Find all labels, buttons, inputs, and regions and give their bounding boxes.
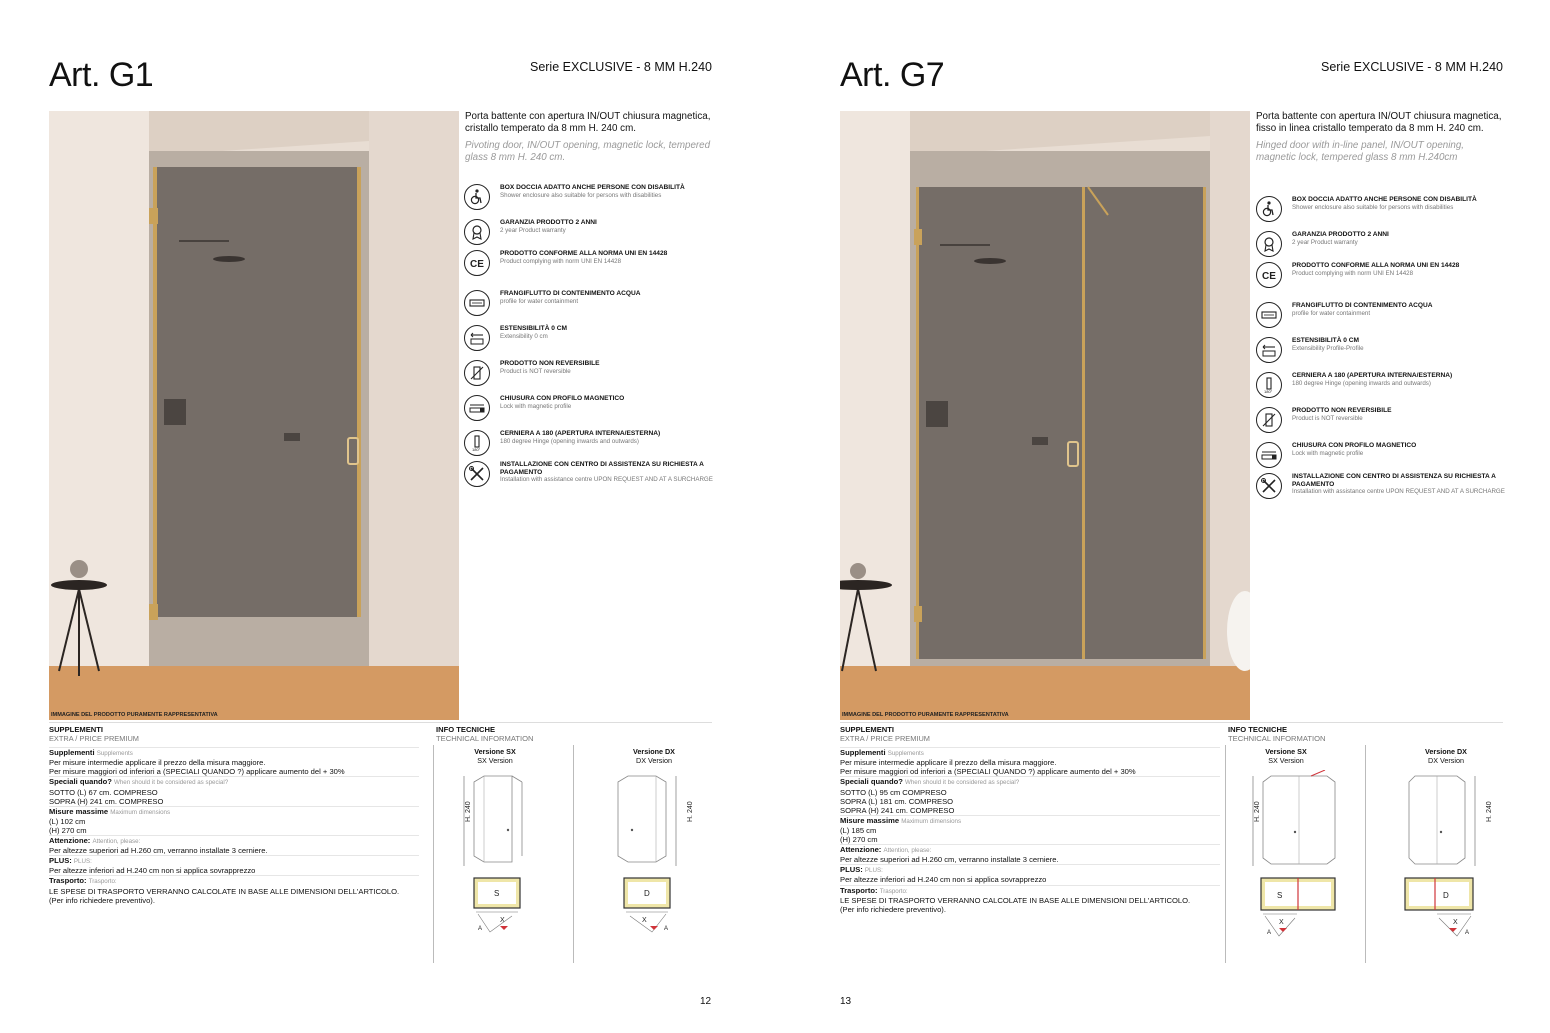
- technical-info-section: [1228, 725, 1503, 743]
- version-divider: [1365, 745, 1366, 963]
- series-label: Serie EXCLUSIVE - 8 MM H.240: [1320, 60, 1503, 74]
- plan-letter: S: [494, 889, 500, 898]
- feature-subtitle: Product is NOT reversible: [1292, 414, 1363, 422]
- group-line: (Per info richiedere preventivo).: [49, 895, 155, 905]
- feature-subtitle: Product is NOT reversible: [500, 367, 571, 375]
- group-line: SOTTO (L) 95 cm COMPRESO: [840, 787, 947, 797]
- product-photo: [840, 111, 1250, 720]
- svg-text:180°: 180°: [472, 447, 481, 452]
- group-label-en: When should it be considered as special?: [114, 779, 229, 787]
- hinge-180-icon: [464, 430, 490, 456]
- group-line: LE SPESE DI TRASPORTO VERRANNO CALCOLATE IN BASE ALLE DIMENSIONI DELL'ARTICOLO.: [840, 895, 1191, 905]
- feature-list: [464, 184, 714, 504]
- feature-title: PRODOTTO NON REVERSIBILE: [500, 360, 600, 367]
- page-number: 12: [700, 996, 712, 1007]
- feature-title: CHIUSURA CON PROFILO MAGNETICO: [1292, 442, 1417, 449]
- supplements-section: [840, 725, 1220, 914]
- info-heading: INFO TECNICHE: [1228, 725, 1288, 734]
- feature-item: [464, 461, 714, 501]
- feature-item: [1256, 473, 1506, 513]
- feature-title: PRODOTTO NON REVERSIBILE: [1292, 407, 1392, 414]
- feature-item: [464, 184, 714, 216]
- feature-title: INSTALLAZIONE CON CENTRO DI ASSISTENZA SU RICHIESTA A PAGAMENTO: [1292, 473, 1496, 488]
- group-line: Per misure maggiori od inferiori a (SPECIALI QUANDO ?) applicare aumento del + 30%: [840, 767, 1136, 777]
- group-label: Attenzione:: [49, 836, 91, 846]
- group-line: Per misure intermedie applicare il prezzo della misura maggiore.: [840, 758, 1057, 768]
- info-heading: INFO TECNICHE: [436, 725, 496, 734]
- tools-icon: [1256, 473, 1282, 499]
- group-line: Per misure maggiori od inferiori a (SPECIALI QUANDO ?) applicare aumento del + 30%: [49, 767, 345, 777]
- feature-title: PRODOTTO CONFORME ALLA NORMA UNI EN 14428: [500, 250, 668, 257]
- feature-subtitle: Shower enclosure also suitable for persons with disabilities: [500, 191, 662, 199]
- svg-text:CE: CE: [1262, 271, 1276, 282]
- section-divider: [840, 722, 1503, 723]
- extensibility-icon: [464, 325, 490, 351]
- not-reversible-icon: [1256, 407, 1282, 433]
- version-dx-label: [1401, 747, 1491, 765]
- svg-text:CE: CE: [470, 259, 484, 270]
- feature-item: [1256, 337, 1506, 369]
- article-title: Art. G7: [840, 56, 945, 94]
- description-english: Hinged door with in-line panel, IN/OUT opening, magnetic lock, tempered glass 8 mm H.240cm: [1256, 140, 1465, 163]
- feature-subtitle: Lock with magnetic profile: [500, 402, 572, 410]
- warranty-icon: [464, 219, 490, 245]
- water-profile-icon: [1256, 302, 1282, 328]
- svg-text:180°: 180°: [1264, 389, 1273, 394]
- group-label-en: Trasporto:: [879, 887, 908, 895]
- x-label: X: [500, 917, 505, 924]
- group-line: SOPRA (H) 241 cm. COMPRESO: [840, 805, 955, 815]
- description-italian: Porta battente con apertura IN/OUT chiusura magnetica, fisso in linea cristallo temperato da 8 mm H. 240 cm.: [1256, 111, 1502, 134]
- group-line: SOTTO (L) 67 cm. COMPRESO: [49, 787, 158, 797]
- description-english: Pivoting door, IN/OUT opening, magnetic lock, tempered glass 8 mm H. 240 cm.: [465, 140, 711, 163]
- feature-subtitle: Shower enclosure also suitable for persons with disabilities: [1292, 203, 1454, 211]
- version-en: SX Version: [1268, 756, 1304, 765]
- series-label: Serie EXCLUSIVE - 8 MM H.240: [529, 60, 712, 74]
- extensibility-icon: [1256, 337, 1282, 363]
- group-label-en: PLUS:: [864, 867, 883, 875]
- group-label-en: Trasporto:: [88, 878, 117, 886]
- version-en: DX Version: [1428, 756, 1464, 765]
- section-divider: [49, 722, 712, 723]
- product-photo: [49, 111, 459, 720]
- group-label-en: Supplements: [96, 750, 133, 758]
- feature-item: [1256, 196, 1506, 228]
- feature-subtitle: 2 year Product warranty: [500, 226, 566, 234]
- supplements-subheading: EXTRA / PRICE PREMIUM: [840, 734, 930, 744]
- group-label: Supplementi: [840, 748, 886, 758]
- group-label: Supplementi: [49, 748, 95, 758]
- group-label-en: When should it be considered as special?: [905, 779, 1020, 787]
- feature-title: FRANGIFLUTTO DI CONTENIMENTO ACQUA: [1292, 302, 1433, 309]
- feature-item: [464, 360, 714, 392]
- group-line: (L) 102 cm: [49, 816, 86, 826]
- dx-version-diagram: [610, 770, 710, 940]
- feature-title: CHIUSURA CON PROFILO MAGNETICO: [500, 395, 625, 402]
- version-name: Versione DX: [633, 747, 675, 756]
- supplement-group: [49, 806, 419, 835]
- sx-version-diagram: [1241, 770, 1351, 945]
- group-line: Per misure intermedie applicare il prezzo della misura maggiore.: [49, 758, 266, 768]
- group-line: Per altezze superiori ad H.260 cm, verranno installate 3 cerniere.: [49, 846, 268, 856]
- supplement-group: [840, 747, 1220, 776]
- technical-info-section: [436, 725, 712, 743]
- x-label: X: [1453, 919, 1458, 926]
- feature-item: [464, 395, 714, 427]
- ce-mark-icon: [464, 250, 490, 276]
- supplement-group: [49, 835, 419, 855]
- feature-item: [1256, 231, 1506, 263]
- feature-title: ESTENSIBILITÀ 0 CM: [500, 325, 568, 332]
- a-label: A: [1267, 930, 1272, 936]
- supplement-group: [840, 844, 1220, 864]
- group-label: PLUS:: [49, 856, 72, 866]
- group-line: SOPRA (H) 241 cm. COMPRESO: [49, 796, 164, 806]
- group-label: Misure massime: [49, 806, 109, 816]
- feature-title: BOX DOCCIA ADATTO ANCHE PERSONE CON DISABILITÀ: [500, 184, 685, 191]
- info-subheading: TECHNICAL INFORMATION: [1228, 734, 1326, 744]
- version-name: Versione DX: [1425, 747, 1467, 756]
- group-label: Misure massime: [840, 815, 900, 825]
- feature-subtitle: profile for water containment: [1292, 309, 1371, 317]
- a-label: A: [664, 926, 669, 932]
- catalog-page-right: [775, 0, 1550, 1033]
- feature-item: [464, 430, 714, 462]
- feature-item: [1256, 302, 1506, 334]
- height-label: H. 240: [687, 801, 694, 822]
- disability-icon: [464, 184, 490, 210]
- feature-item: [464, 250, 714, 282]
- feature-item: [1256, 407, 1506, 439]
- feature-subtitle: Product complying with norm UNI EN 14428: [1292, 269, 1414, 277]
- product-description: [465, 111, 715, 163]
- feature-subtitle: 2 year Product warranty: [1292, 238, 1358, 246]
- version-sx-label: [1241, 747, 1331, 765]
- feature-title: BOX DOCCIA ADATTO ANCHE PERSONE CON DISABILITÀ: [1292, 196, 1477, 203]
- group-line: Per altezze inferiori ad H.240 cm non si applica sovrapprezzo: [49, 866, 256, 876]
- supplement-group: [49, 875, 419, 904]
- version-name: Versione SX: [474, 747, 516, 756]
- sx-version-diagram: [450, 770, 550, 940]
- warranty-icon: [1256, 231, 1282, 257]
- feature-title: CERNIERA A 180 (APERTURA INTERNA/ESTERNA): [500, 430, 661, 437]
- water-profile-icon: [464, 290, 490, 316]
- version-en: SX Version: [477, 756, 513, 765]
- feature-subtitle: Installation with assistance centre UPON REQUEST AND AT A SURCHARGE: [1292, 488, 1505, 496]
- ce-mark-icon: [1256, 262, 1282, 288]
- x-label: X: [1279, 919, 1284, 926]
- version-divider: [573, 745, 574, 963]
- description-italian: Porta battente con apertura IN/OUT chiusura magnetica, cristallo temperato da 8 mm H. 240 cm.: [465, 111, 711, 134]
- height-label: H. 240: [465, 801, 472, 822]
- feature-title: GARANZIA PRODOTTO 2 ANNI: [500, 219, 597, 226]
- info-subheading: TECHNICAL INFORMATION: [436, 734, 534, 744]
- group-label-en: Maximum dimensions: [901, 817, 962, 825]
- feature-item: [1256, 262, 1506, 294]
- article-title: Art. G1: [49, 56, 154, 94]
- feature-item: [464, 219, 714, 251]
- version-sx-label: [450, 747, 540, 765]
- group-label-en: Attention, please:: [883, 847, 932, 855]
- supplement-group: [840, 885, 1220, 914]
- group-label-en: Maximum dimensions: [110, 808, 171, 816]
- feature-subtitle: Extensibility 0 cm: [500, 332, 548, 340]
- supplements-heading: SUPPLEMENTI: [49, 725, 104, 734]
- magnetic-lock-icon: [1256, 442, 1282, 468]
- plan-letter: D: [1443, 891, 1449, 900]
- group-label: PLUS:: [840, 865, 863, 875]
- group-line: (L) 185 cm: [840, 825, 877, 835]
- version-name: Versione SX: [1265, 747, 1307, 756]
- height-label: H. 240: [1254, 801, 1261, 822]
- info-left-border: [433, 745, 434, 963]
- feature-item: [1256, 442, 1506, 474]
- feature-subtitle: Product complying with norm UNI EN 14428: [500, 257, 622, 265]
- height-label: H. 240: [1486, 801, 1493, 822]
- group-label: Trasporto:: [840, 885, 878, 895]
- feature-list: [1256, 196, 1506, 516]
- feature-subtitle: 180 degree Hinge (opening inwards and outwards): [1292, 379, 1431, 387]
- version-dx-label: [609, 747, 699, 765]
- product-description: [1256, 111, 1506, 163]
- group-line: LE SPESE DI TRASPORTO VERRANNO CALCOLATE IN BASE ALLE DIMENSIONI DELL'ARTICOLO.: [49, 886, 400, 896]
- group-line: (Per info richiedere preventivo).: [840, 904, 946, 914]
- group-label-en: Supplements: [887, 750, 924, 758]
- group-line: Per altezze superiori ad H.260 cm, verranno installate 3 cerniere.: [840, 855, 1059, 865]
- supplement-group: [840, 776, 1220, 814]
- feature-item: [1256, 372, 1506, 404]
- supplements-heading: SUPPLEMENTI: [840, 725, 895, 734]
- group-line: Per altezze inferiori ad H.240 cm non si applica sovrapprezzo: [840, 875, 1047, 885]
- a-label: A: [1465, 930, 1470, 936]
- supplement-group: [49, 855, 419, 875]
- photo-caption: IMMAGINE DEL PRODOTTO PURAMENTE RAPPRESENTATIVA: [842, 712, 1009, 718]
- shower-photo-illustration: [49, 111, 459, 720]
- dx-version-diagram: [1401, 770, 1511, 945]
- group-label-en: PLUS:: [73, 858, 92, 866]
- supplements-section: [49, 725, 419, 905]
- photo-caption: IMMAGINE DEL PRODOTTO PURAMENTE RAPPRESENTATIVA: [51, 712, 218, 718]
- feature-title: GARANZIA PRODOTTO 2 ANNI: [1292, 231, 1389, 238]
- group-label-en: Attention, please:: [92, 838, 141, 846]
- tools-icon: [464, 461, 490, 487]
- feature-title: PRODOTTO CONFORME ALLA NORMA UNI EN 14428: [1292, 262, 1460, 269]
- disability-icon: [1256, 196, 1282, 222]
- info-left-border: [1225, 745, 1226, 963]
- feature-subtitle: profile for water containment: [500, 297, 579, 305]
- plan-letter: S: [1277, 891, 1283, 900]
- supplement-group: [49, 747, 419, 776]
- supplement-group: [840, 864, 1220, 884]
- group-label: Speciali quando?: [840, 777, 903, 787]
- shower-photo-illustration: [840, 111, 1250, 720]
- group-label: Speciali quando?: [49, 777, 112, 787]
- supplements-subheading: EXTRA / PRICE PREMIUM: [49, 734, 139, 744]
- feature-subtitle: 180 degree Hinge (opening inwards and outwards): [500, 437, 639, 445]
- group-label: Attenzione:: [840, 845, 882, 855]
- plan-letter: D: [644, 889, 650, 898]
- feature-subtitle: Extensibility Profile-Profile: [1292, 344, 1364, 352]
- group-line: SOPRA (L) 181 cm. COMPRESO: [840, 796, 954, 806]
- feature-title: CERNIERA A 180 (APERTURA INTERNA/ESTERNA): [1292, 372, 1453, 379]
- not-reversible-icon: [464, 360, 490, 386]
- feature-title: FRANGIFLUTTO DI CONTENIMENTO ACQUA: [500, 290, 641, 297]
- feature-subtitle: Lock with magnetic profile: [1292, 449, 1364, 457]
- feature-subtitle: Installation with assistance centre UPON REQUEST AND AT A SURCHARGE: [500, 476, 713, 484]
- supplement-group: [49, 776, 419, 805]
- feature-title: INSTALLAZIONE CON CENTRO DI ASSISTENZA SU RICHIESTA A PAGAMENTO: [500, 461, 704, 476]
- supplement-group: [840, 815, 1220, 844]
- feature-title: ESTENSIBILITÀ 0 CM: [1292, 337, 1360, 344]
- page-number: 13: [840, 996, 852, 1007]
- x-label: X: [642, 917, 647, 924]
- feature-item: [464, 325, 714, 357]
- version-en: DX Version: [636, 756, 672, 765]
- feature-item: [464, 290, 714, 322]
- a-label: A: [478, 926, 483, 932]
- hinge-180-icon: [1256, 372, 1282, 398]
- magnetic-lock-icon: [464, 395, 490, 421]
- group-line: (H) 270 cm: [49, 825, 87, 835]
- group-label: Trasporto:: [49, 876, 87, 886]
- group-line: (H) 270 cm: [840, 835, 878, 845]
